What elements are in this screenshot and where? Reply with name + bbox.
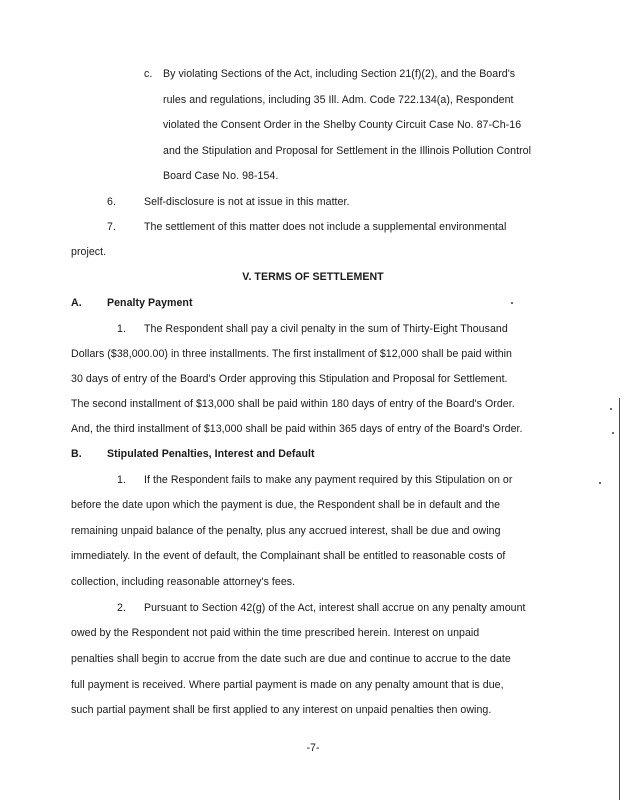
section-b-p1-line-1: If the Respondent fails to make any payment required by this Stipulation on or [144, 474, 513, 486]
item-c-line-1: By violating Sections of the Act, including Section 21(f)(2), and the Board's [163, 68, 516, 80]
section-b-heading: Stipulated Penalties, Interest and Default [107, 448, 315, 460]
item-7-number: 7. [107, 221, 116, 233]
section-b-p2-line-1: Pursuant to Section 42(g) of the Act, interest shall accrue on any penalty amount [144, 602, 526, 614]
section-b-p2-line-4: full payment is received. Where partial payment is made on any penalty amount that is due, [71, 679, 504, 691]
section-title: V. TERMS OF SETTLEMENT [242, 271, 384, 283]
section-a-p1-line-3: 30 days of entry of the Board's Order approving this Stipulation and Proposal for Settlement. [71, 373, 508, 385]
section-a-p1-line-2: Dollars ($38,000.00) in three installments. The first installment of $12,000 shall be paid within [71, 348, 512, 360]
item-c-line-2: rules and regulations, including 35 Ill. Adm. Code 722.134(a), Respondent [163, 94, 514, 106]
item-c-marker: c. [144, 68, 153, 80]
scan-speck [511, 302, 513, 304]
scan-edge-line [619, 398, 620, 800]
item-6-number: 6. [107, 196, 116, 208]
section-b-p1-line-5: collection, including reasonable attorney's fees. [71, 576, 296, 588]
item-6-text: Self-disclosure is not at issue in this matter. [144, 196, 350, 208]
item-c-line-5: Board Case No. 98-154. [163, 170, 279, 182]
section-a-p1-number: 1. [117, 323, 126, 335]
item-c-line-3: violated the Consent Order in the Shelby County Circuit Case No. 87-Ch-16 [163, 119, 522, 131]
section-b-letter: B. [71, 448, 82, 460]
item-7-continuation: project. [71, 246, 107, 258]
section-b-p2-line-5: such partial payment shall be first applied to any interest on unpaid penalties then owing. [71, 704, 492, 716]
section-b-p1-line-2: before the date upon which the payment is due, the Respondent shall be in default and the [71, 499, 501, 511]
section-b-p2-number: 2. [117, 602, 126, 614]
section-b-p2-line-2: owed by the Respondent not paid within the time prescribed herein. Interest on unpaid [71, 627, 480, 639]
scan-speck [599, 482, 601, 484]
section-a-p1-line-1: The Respondent shall pay a civil penalty in the sum of Thirty-Eight Thousand [144, 323, 508, 335]
section-b-p1-number: 1. [117, 474, 126, 486]
section-b-p1-line-4: immediately. In the event of default, the Complainant shall be entitled to reasonable costs of [71, 550, 506, 562]
scan-speck [612, 432, 614, 434]
section-b-p2-line-3: penalties shall begin to accrue from the date such are due and continue to accrue to the date [71, 653, 511, 665]
item-7-text: The settlement of this matter does not include a supplemental environmental [144, 221, 507, 233]
page-number: -7- [306, 742, 320, 754]
section-a-p1-line-5: And, the third installment of $13,000 shall be paid within 365 days of entry of the Board's Order. [71, 423, 523, 435]
item-c-line-4: and the Stipulation and Proposal for Settlement in the Illinois Pollution Control [163, 145, 531, 157]
section-a-letter: A. [71, 297, 82, 309]
section-b-p1-line-3: remaining unpaid balance of the penalty, plus any accrued interest, shall be due and owing [71, 525, 501, 537]
section-a-p1-line-4: The second installment of $13,000 shall be paid within 180 days of entry of the Board's Order. [71, 398, 515, 410]
section-a-heading: Penalty Payment [107, 297, 193, 309]
scan-speck [610, 408, 612, 410]
